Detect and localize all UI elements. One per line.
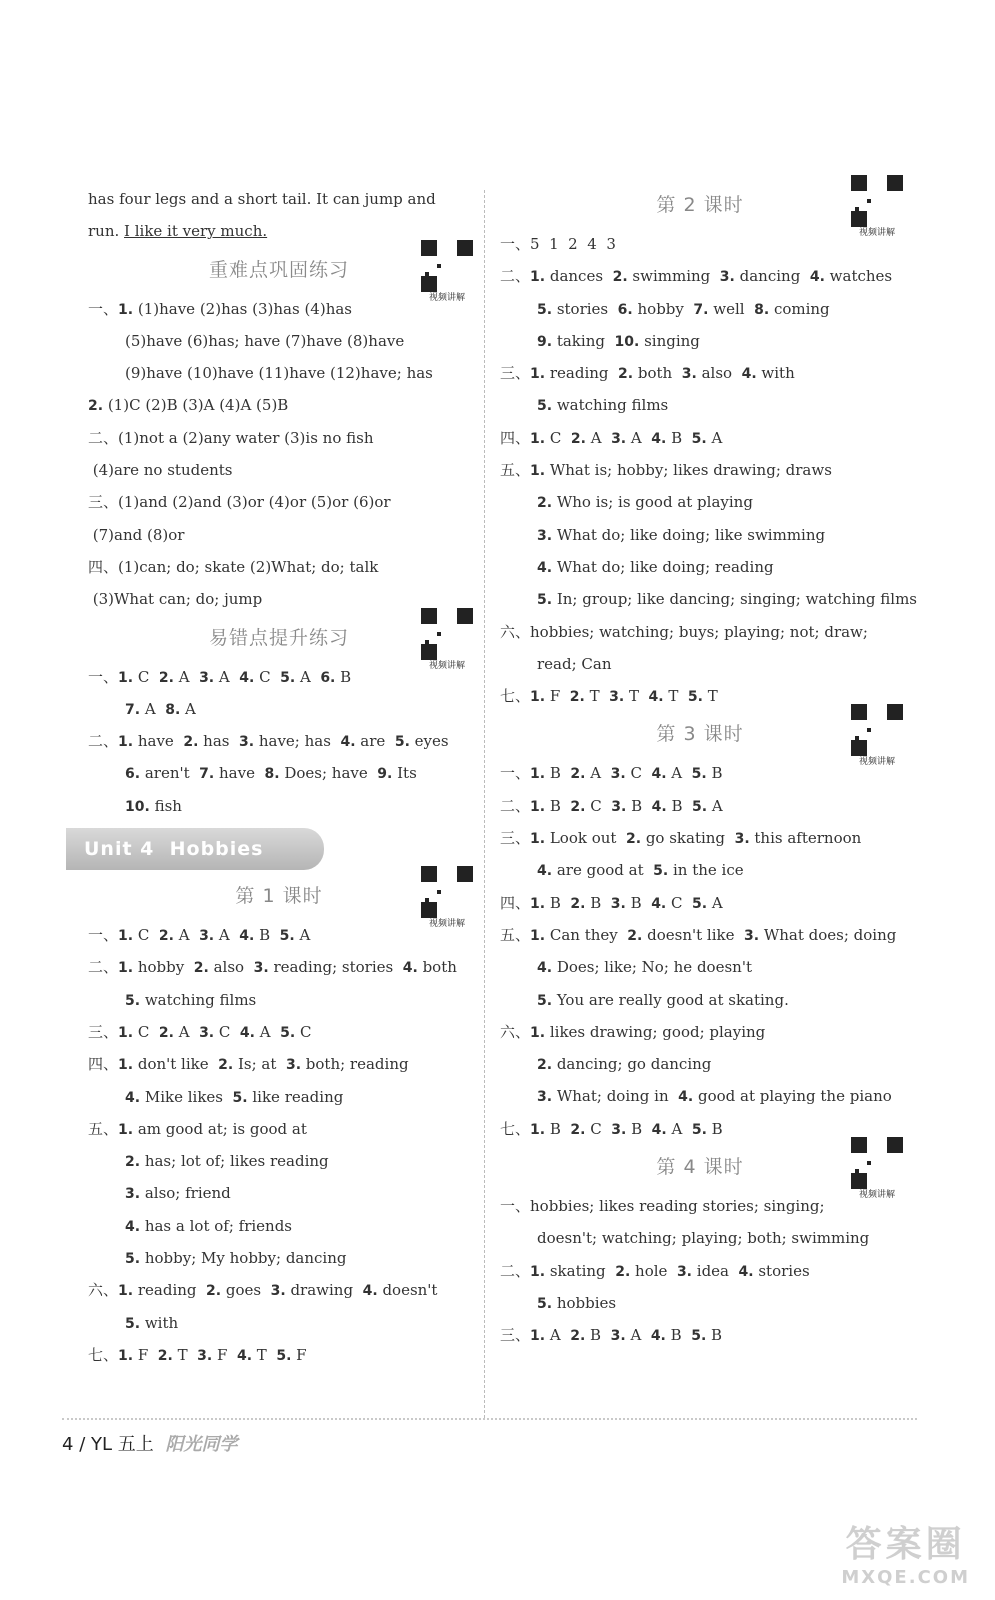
answer-line: 9. taking 10. singing bbox=[537, 331, 700, 350]
qr-code-icon bbox=[416, 866, 478, 930]
section-heading bbox=[88, 248, 470, 303]
answer-line: 4. are good at 5. in the ice bbox=[537, 861, 744, 880]
answer-line: 4. Does; like; No; he doesn't bbox=[537, 958, 752, 977]
answer-line: 5. watching films bbox=[125, 990, 257, 1009]
answer-line: run. I like it very much. bbox=[88, 222, 268, 241]
answer-line: 三、1. A 2. B 3. A 4. B 5. B bbox=[500, 1326, 723, 1345]
section-title: 第 2 课时 bbox=[656, 194, 744, 216]
answer-line: 2. Who is; is good at playing bbox=[537, 493, 753, 512]
answer-line: 四、1. B 2. B 3. B 4. C 5. A bbox=[500, 893, 723, 912]
answer-line: 3. also; friend bbox=[125, 1184, 231, 1203]
answer-line: 一、1. B 2. A 3. C 4. A 5. B bbox=[500, 764, 723, 783]
qr-caption: 视频讲解 bbox=[858, 228, 895, 238]
section-title: 重难点巩固练习 bbox=[208, 258, 349, 281]
qr-code-icon bbox=[846, 1137, 908, 1201]
answer-line: 4. What do; like doing; reading bbox=[537, 557, 774, 576]
answer-line: 二、1. have 2. has 3. have; has 4. are 5. eyes bbox=[88, 732, 449, 751]
answer-line: 五、1. am good at; is good at bbox=[88, 1119, 307, 1138]
answer-line: 二、1. skating 2. hole 3. idea 4. stories bbox=[500, 1261, 810, 1280]
qr-code-icon bbox=[846, 704, 908, 768]
answer-line: 7. A 8. A bbox=[125, 699, 196, 718]
answer-line: (9)have (10)have (11)have (12)have; has bbox=[125, 364, 433, 383]
answer-line: 5. hobby; My hobby; dancing bbox=[125, 1249, 347, 1268]
answer-line: 六、hobbies; watching; buys; playing; not; draw; bbox=[500, 622, 868, 641]
answer-line: 四、1. C 2. A 3. A 4. B 5. A bbox=[500, 428, 723, 447]
section-heading bbox=[88, 616, 470, 671]
qr-caption: 视频讲解 bbox=[428, 292, 465, 303]
answer-line: 一、1. C 2. A 3. A 4. C 5. A 6. B bbox=[88, 667, 352, 686]
answer-line: 七、1. B 2. C 3. B 4. A 5. B bbox=[500, 1119, 723, 1138]
answer-line: 一、hobbies; likes reading stories; singing; bbox=[500, 1197, 825, 1216]
answer-line: 三、1. Look out 2. go skating 3. this afternoon bbox=[500, 829, 862, 848]
answer-line: 六、1. likes drawing; good; playing bbox=[500, 1022, 766, 1041]
answer-line: 5. with bbox=[125, 1313, 179, 1332]
answer-line: 2. (1)C (2)B (3)A (4)A (5)B bbox=[88, 396, 289, 415]
answer-line: 七、1. F 2. T 3. T 4. T 5. T bbox=[500, 687, 718, 706]
answer-line: (5)have (6)has; have (7)have (8)have bbox=[125, 331, 405, 350]
column-divider bbox=[484, 190, 485, 1418]
qr-caption: 视频讲解 bbox=[858, 757, 895, 768]
answer-line: 10. fish bbox=[125, 796, 182, 815]
answer-line: 三、1. C 2. A 3. C 4. A 5. C bbox=[88, 1022, 312, 1041]
section-title: 第 4 课时 bbox=[656, 1156, 744, 1179]
section-title: 第 1 课时 bbox=[235, 885, 323, 908]
answer-line: 三、1. reading 2. both 3. also 4. with bbox=[500, 364, 795, 383]
section-heading bbox=[500, 183, 900, 238]
answer-line: 二、1. B 2. C 3. B 4. B 5. A bbox=[500, 796, 723, 815]
answer-line: 5. You are really good at skating. bbox=[537, 990, 789, 1009]
answer-line: 5. hobbies bbox=[537, 1293, 617, 1312]
grade-label: 五上 bbox=[117, 1434, 154, 1455]
section-heading bbox=[500, 712, 900, 768]
answer-line: 一、1. C 2. A 3. A 4. B 5. A bbox=[88, 926, 311, 945]
answer-line: 5. stories 6. hobby 7. well 8. coming bbox=[537, 299, 830, 318]
answer-line: 六、1. reading 2. goes 3. drawing 4. doesn't bbox=[88, 1281, 438, 1300]
answer-line: (7)and (8)or bbox=[88, 525, 185, 544]
footer-rule bbox=[62, 1418, 917, 1420]
footer-separator: / bbox=[79, 1434, 86, 1455]
answer-line: 3. What; doing in 4. good at playing the piano bbox=[537, 1087, 892, 1106]
answer-line: 四、1. don't like 2. Is; at 3. both; reading bbox=[88, 1055, 409, 1074]
answer-line: 5. In; group; like dancing; singing; watching films bbox=[537, 590, 918, 609]
page-footer bbox=[62, 1430, 238, 1456]
answer-line: read; Can bbox=[537, 654, 612, 673]
answer-line: 五、1. What is; hobby; likes drawing; draws bbox=[500, 461, 832, 480]
qr-caption: 视频讲解 bbox=[428, 919, 465, 930]
answer-line: has four legs and a short tail. It can jump and bbox=[88, 190, 436, 208]
answer-line: (4)are no students bbox=[88, 461, 233, 480]
left-column bbox=[84, 183, 470, 1371]
answer-line: 2. has; lot of; likes reading bbox=[125, 1152, 329, 1171]
answer-line: 6. aren't 7. have 8. Does; have 9. Its bbox=[125, 764, 417, 783]
brand-logo: 阳光同学 bbox=[165, 1434, 238, 1455]
section-heading bbox=[88, 874, 470, 930]
qr-code-icon bbox=[846, 175, 908, 239]
answer-line: 4. Mike likes 5. like reading bbox=[125, 1087, 344, 1106]
answer-line: 五、1. Can they 2. doesn't like 3. What does; doing bbox=[500, 925, 897, 944]
answer-line: 一、5 1 2 4 3 bbox=[500, 235, 616, 253]
qr-code-icon bbox=[416, 240, 478, 304]
book-code: YL bbox=[91, 1434, 113, 1455]
section-title: 第 3 课时 bbox=[656, 723, 744, 746]
answer-line: 5. watching films bbox=[537, 396, 669, 415]
qr-caption: 视频讲解 bbox=[428, 660, 465, 671]
answer-line: (3)What can; do; jump bbox=[88, 590, 263, 609]
answer-line: 2. dancing; go dancing bbox=[537, 1055, 712, 1074]
watermark-title: 答案圈 bbox=[845, 1524, 966, 1565]
unit-banner: Unit 4 Hobbies bbox=[66, 828, 324, 870]
answer-line: 二、1. dances 2. swimming 3. dancing 4. watches bbox=[500, 267, 893, 286]
answer-line: 四、(1)can; do; skate (2)What; do; talk bbox=[88, 557, 379, 576]
qr-caption: 视频讲解 bbox=[858, 1190, 895, 1201]
answer-line: 三、(1)and (2)and (3)or (4)or (5)or (6)or bbox=[88, 493, 391, 512]
answer-line: 4. has a lot of; friends bbox=[125, 1216, 292, 1235]
watermark bbox=[841, 1516, 970, 1588]
page-number: 4 bbox=[62, 1434, 74, 1455]
watermark-url: MXQE.COM bbox=[841, 1567, 970, 1588]
section-heading bbox=[500, 1145, 900, 1201]
answer-line: 七、1. F 2. T 3. F 4. T 5. F bbox=[88, 1345, 307, 1364]
answer-line: doesn't; watching; playing; both; swimming bbox=[537, 1229, 870, 1248]
qr-code-icon bbox=[416, 608, 478, 672]
right-column bbox=[500, 183, 918, 1352]
answer-line: 3. What do; like doing; like swimming bbox=[537, 525, 826, 544]
section-title: 易错点提升练习 bbox=[208, 626, 349, 649]
answer-line: 一、1. (1)have (2)has (3)has (4)has bbox=[88, 299, 352, 318]
answer-line: 二、(1)not a (2)any water (3)is no fish bbox=[88, 428, 374, 447]
answer-line: 二、1. hobby 2. also 3. reading; stories 4. both bbox=[88, 958, 457, 977]
